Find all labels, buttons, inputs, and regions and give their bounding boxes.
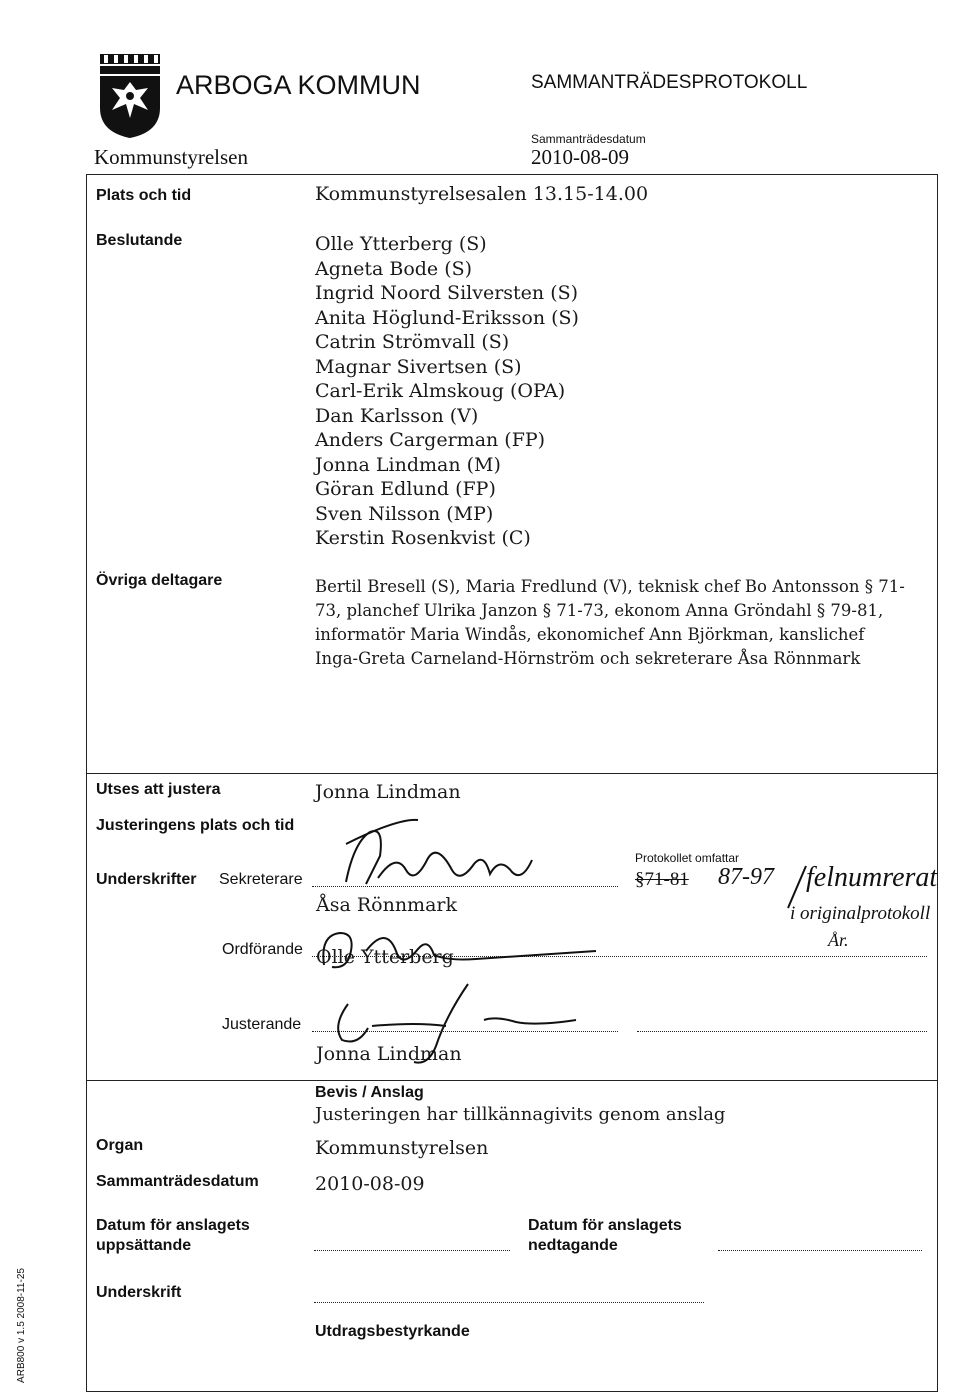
- uppsattande-label-line: uppsättande: [96, 1237, 192, 1254]
- nedtagande-label-line: Datum för anslagets: [528, 1217, 682, 1234]
- note-initials: År.: [828, 930, 849, 950]
- plats-value: Kommunstyrelsesalen 13.15-14.00: [315, 183, 649, 205]
- frame-top: [86, 174, 938, 175]
- nedtagande-label: [528, 1216, 682, 1256]
- protokoll-handwritten: 87-97: [718, 864, 774, 890]
- utses-label: Utses att justera: [96, 781, 221, 798]
- member: Jonna Lindman (M): [315, 453, 501, 476]
- coat-of-arms-logo: [94, 52, 166, 140]
- member: Agneta Bode (S): [315, 257, 473, 280]
- bevis-datum-value: 2010-08-09: [315, 1173, 425, 1195]
- ovriga-line: Inga-Greta Carneland-Hörnström och sekreterare Åsa Rönnmark: [315, 649, 861, 668]
- slash-mark: [782, 862, 812, 912]
- underskrift-label: Underskrift: [96, 1284, 182, 1301]
- protokoll-struck: §71-81: [635, 869, 689, 890]
- sekreterare-signature: [318, 812, 578, 902]
- member: Carl-Erik Almskoug (OPA): [315, 380, 566, 402]
- ovriga-label: Övriga deltagare: [96, 572, 223, 589]
- underskrift-field[interactable]: [314, 1301, 704, 1303]
- justerande-label: Justerande: [222, 1016, 302, 1033]
- utses-value: Jonna Lindman: [315, 781, 461, 803]
- protokoll-label: Protokollet omfattar: [635, 851, 740, 865]
- member: Dan Karlsson (V): [315, 404, 479, 427]
- divider-bevis: [86, 1080, 938, 1081]
- beslutande-label: Beslutande: [96, 232, 183, 249]
- justerande-name: Jonna Lindman: [316, 1043, 462, 1065]
- member: Kerstin Rosenkvist (C): [315, 527, 531, 549]
- member: Anita Höglund-Eriksson (S): [315, 306, 579, 329]
- justerande2-signature-line[interactable]: [637, 1030, 927, 1032]
- sekreterare-label: Sekreterare: [219, 871, 303, 888]
- uppsattande-field[interactable]: [314, 1249, 510, 1251]
- nedtagande-label-line: nedtagande: [528, 1237, 618, 1254]
- ovriga-text: [315, 575, 905, 671]
- utdrag-label: Utdragsbestyrkande: [315, 1323, 470, 1340]
- member: Catrin Strömvall (S): [315, 331, 510, 353]
- nedtagande-field[interactable]: [718, 1249, 922, 1251]
- frame-bottom: [86, 1391, 938, 1392]
- uppsattande-label-line: Datum för anslagets: [96, 1217, 250, 1234]
- ovriga-line: informatör Maria Windås, ekonomichef Ann Björkman, kanslichef: [315, 625, 865, 644]
- divider-justera: [86, 773, 938, 774]
- note-original: i originalprotokoll: [790, 903, 931, 924]
- member: Göran Edlund (FP): [315, 478, 496, 500]
- organ-label: Organ: [96, 1137, 144, 1154]
- frame-left: [86, 174, 87, 1392]
- member: Ingrid Noord Silversten (S): [315, 282, 579, 304]
- ordforande-label: Ordförande: [222, 941, 303, 958]
- plats-label: Plats och tid: [96, 187, 192, 204]
- organ-value: Kommunstyrelsen: [315, 1137, 489, 1159]
- justeringens-plats-label: Justeringens plats och tid: [96, 817, 295, 834]
- note-felnumrerat: felnumrerat: [806, 862, 938, 893]
- sekreterare-name: Åsa Rönnmark: [316, 894, 457, 916]
- bevis-text: Justeringen har tillkännagivits genom anslag: [315, 1104, 726, 1125]
- justerande-signature: [296, 976, 596, 1066]
- department-name: Kommunstyrelsen: [94, 145, 248, 169]
- bevis-datum-label: Sammanträdesdatum: [96, 1173, 259, 1190]
- beslutande-list: [315, 232, 579, 551]
- document-type: SAMMANTRÄDESPROTOKOLL: [531, 72, 808, 93]
- underskrifter-label: Underskrifter: [96, 871, 197, 888]
- ordforande-signature: [306, 915, 606, 975]
- member: Sven Nilsson (MP): [315, 502, 494, 525]
- ordforande-name: Olle Ytterberg: [316, 946, 454, 968]
- ovriga-line: 73, planchef Ulrika Janzon § 71-73, ekonom Anna Gröndahl § 79-81,: [315, 601, 884, 620]
- member: Olle Ytterberg (S): [315, 233, 487, 255]
- member: Anders Cargerman (FP): [315, 429, 546, 451]
- meeting-date: 2010-08-09: [531, 145, 629, 169]
- ovriga-line: Bertil Bresell (S), Maria Fredlund (V), teknisk chef Bo Antonsson § 71-: [315, 577, 905, 596]
- date-label: Sammanträdesdatum: [531, 132, 646, 146]
- organization-name: ARBOGA KOMMUN: [176, 70, 421, 100]
- form-code: ARB800 v 1.5 2008-11-25: [15, 1268, 27, 1383]
- bevis-title: Bevis / Anslag: [315, 1084, 424, 1101]
- member: Magnar Sivertsen (S): [315, 355, 522, 378]
- uppsattande-label: [96, 1216, 250, 1256]
- frame-right: [937, 174, 938, 1392]
